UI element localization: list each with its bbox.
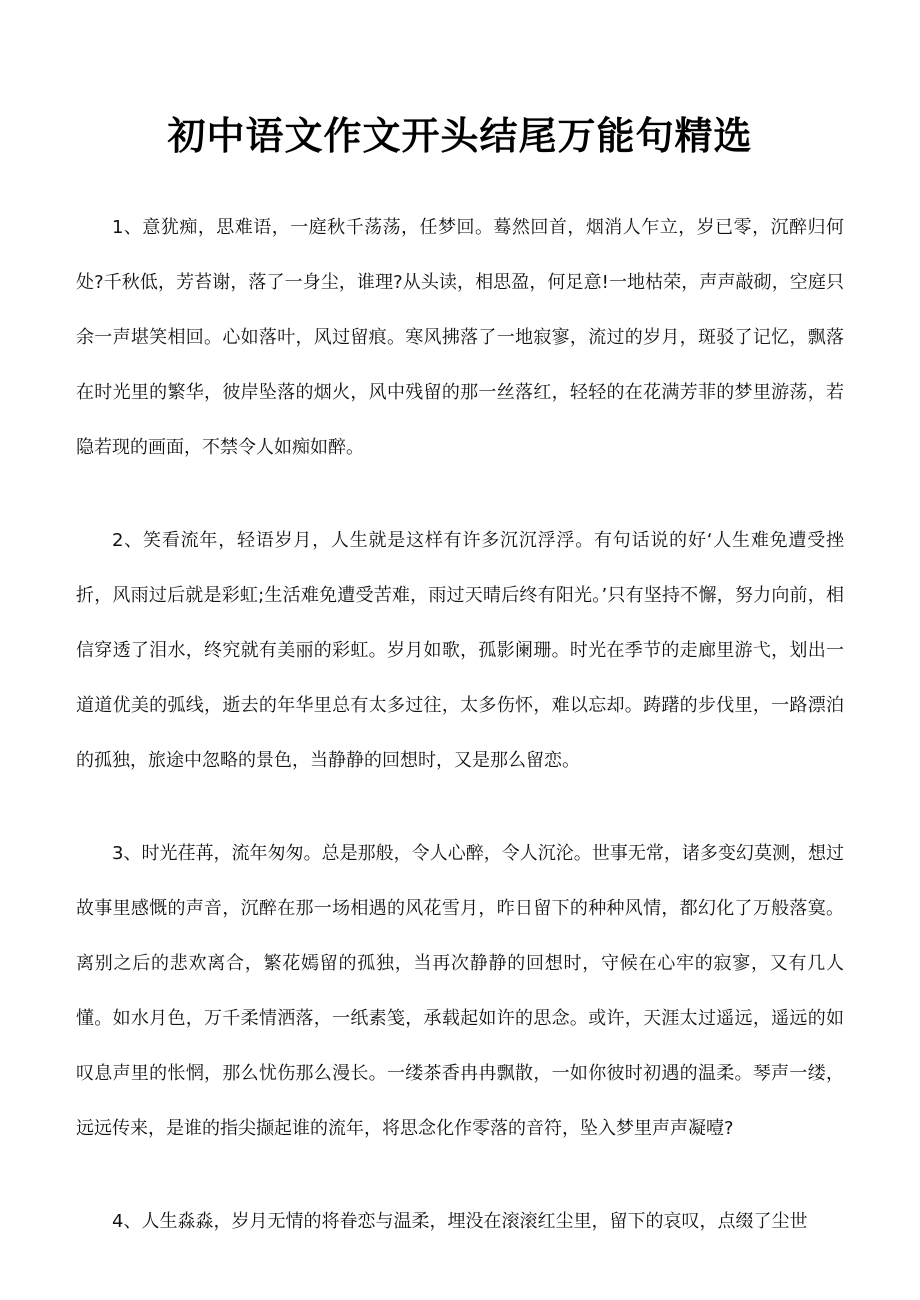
document-title: 初中语文作文开头结尾万能句精选 [167, 113, 753, 158]
paragraph-4: 4、人生淼淼，岁月无情的将眷恋与温柔，埋没在滚滚红尘里，留下的哀叹，点缀了尘世 [112, 1211, 808, 1232]
paragraph-3: 3、时光荏苒，流年匆匆。总是那般，令人心醉，令人沉沦。世事无常，诸多变幻莫测，想过故事里感慨的声音，沉醉在那一场相遇的风花雪月，昨日留下的种种风情，都幻化了万般落寞。离别之后的悲欢离合，繁花嫣留的孤独，当再次静静的回想时，守候在心牢的寂寥，又有几人懂。如水月色，万千柔情洒落，一纸素笺，承载起如许的思念。或许，天涯太过遥远，遥远的如叹息声里的怅惘，那么忧伤那么漫长。一缕茶香冉冉飘散，一如你彼时初遇的温柔。琴声一缕，远远传来，是谁的指尖撷起谁的流年，将思念化作零落的音符，坠入梦里声声凝噎? [76, 843, 844, 1139]
paragraph-2: 2、笑看流年，轻语岁月，人生就是这样有许多沉沉浮浮。有句话说的好‘人生难免遭受挫折，风雨过后就是彩虹;生活难免遭受苦难，雨过天晴后终有阳光。’只有坚持不懈，努力向前，相信穿透了泪水，终究就有美丽的彩虹。岁月如歌，孤影阑珊。时光在季节的走廊里游弋，划出一道道优美的弧线，逝去的年华里总有太多过往，太多伤怀，难以忘却。踌躇的步伐里，一路漂泊的孤独，旅途中忽略的景色，当静静的回想时，又是那么留恋。 [76, 530, 844, 771]
paragraph-1: 1、意犹痴，思难语，一庭秋千荡荡，任梦回。蓦然回首，烟消人乍立，岁已零，沉醉归何处?千秋低，芳苔谢，落了一身尘，谁理?从头读，相思盈，何足意!一地枯荣，声声敲砌，空庭只余一声堪笑相回。心如落叶，风过留痕。寒风拂落了一地寂寥，流过的岁月，斑驳了记忆，飘落在时光里的繁华，彼岸坠落的烟火，风中残留的那一丝落红，轻轻的在花满芳菲的梦里游荡，若隐若现的画面，不禁令人如痴如醉。 [76, 217, 844, 458]
document-body [76, 200, 844, 1249]
